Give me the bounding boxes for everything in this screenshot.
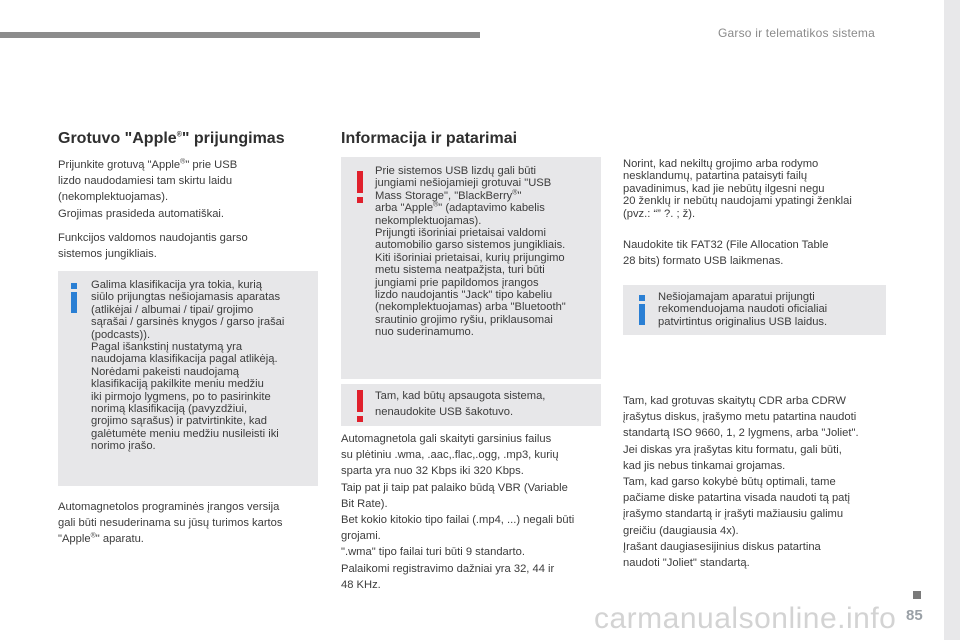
registered-mark: ® xyxy=(176,131,182,139)
text-line: naudoti "Joliet" standartą. xyxy=(623,557,750,570)
file-naming-paragraph xyxy=(623,158,923,220)
text-line: galėtumėte meniu medžiu nusileisti iki xyxy=(91,427,279,440)
text-line: Jei diskas yra įrašytas kitu formatu, gali būti, xyxy=(623,443,842,456)
info-box-classification xyxy=(58,271,318,486)
text-span: " xyxy=(517,189,522,202)
watermark: carmanualsonline.info xyxy=(594,602,897,635)
page-header-title: Garso ir telematikos sistema xyxy=(718,26,875,40)
info-icon xyxy=(67,283,81,313)
text-line: standartą ISO 9660, 1, 2 lygmens, arba "Joliet". xyxy=(623,427,859,440)
controls-paragraph xyxy=(58,230,328,262)
text-span: "Apple xyxy=(58,533,91,546)
text-line: greičiu (daugiausia 4x). xyxy=(623,524,739,537)
cd-recording-paragraph xyxy=(623,393,923,571)
registered-mark: ® xyxy=(90,532,96,540)
text-line: Bet kokio kitokio tipo failai (.mp4, ...) negali būti xyxy=(341,514,575,527)
text-line: iki pirmojo lygmens, po to pasirinkite xyxy=(91,390,271,403)
text-line: Tam, kad grotuvas skaitytų CDR arba CDRW xyxy=(623,395,846,407)
page-number: 85 xyxy=(906,607,923,624)
text-line: Norint, kad nekiltų grojimo arba rodymo xyxy=(623,158,819,170)
registered-mark: ® xyxy=(433,201,439,209)
text-line: (podcasts)). xyxy=(91,328,151,341)
text-line: pavadinimus, kad jie nebūtų ilgesni negu xyxy=(623,182,825,195)
title-text-end: " prijungimas xyxy=(181,130,285,147)
text-span: " (adaptavimo kabelis xyxy=(438,202,545,215)
text-line: norimą klasifikaciją (pavyzdžiui, xyxy=(91,403,248,416)
text-line: ".wma" tipo failai turi būti 9 standarto. xyxy=(341,546,525,559)
page-edge-strip xyxy=(944,0,960,640)
text-line: Galima klasifikacija yra tokia, kurią xyxy=(91,279,262,291)
text-line: Automagnetola gali skaityti garsinius failus xyxy=(341,433,552,445)
text-line: Taip pat ji taip pat palaiko būdą VBR (Variable xyxy=(341,481,568,494)
warning-icon xyxy=(353,390,367,424)
warning-box-usb-hub xyxy=(341,384,601,426)
text-line: sparta yra nuo 32 Kbps iki 320 Kbps. xyxy=(341,465,524,478)
text-line: su plėtiniu .wma, .aac,.flac,.ogg, .mp3, kurių xyxy=(341,449,559,462)
text-line: nuo suderinamumo. xyxy=(375,326,474,339)
text-line: Tam, kad būtų apsaugota sistema, xyxy=(375,390,546,402)
text-line: nesklandumų, patartina pataisyti failų xyxy=(623,170,808,183)
text-line: metu sistema neatpažįsta, turi būti xyxy=(375,264,545,277)
text-line: Įrašant daugiasesijinius diskus patartina xyxy=(623,540,821,553)
text-span: arba "Apple xyxy=(375,202,434,215)
text-line: įrašytus diskus, įrašymo metu patartina naudoti xyxy=(623,411,857,424)
text-line: lizdo naudodamiesi tam skirtu laidu xyxy=(58,175,233,188)
text-line: Kiti išoriniai prietaisai, kurių prijungimo xyxy=(375,251,565,264)
text-line xyxy=(58,531,328,547)
text-line: patvirtintus originalius USB laidus. xyxy=(658,315,828,328)
text-line xyxy=(58,157,328,173)
text-line: Funkcijos valdomos naudojantis garso xyxy=(58,232,248,244)
text-line: norimo įrašo. xyxy=(91,440,156,453)
text-line: nenaudokite USB šakotuvo. xyxy=(375,406,514,419)
text-line: grojami. xyxy=(341,530,381,543)
text-span: " aparatu. xyxy=(95,533,144,546)
text-line: pačiame diske patartina visada naudoti tą patį xyxy=(623,492,851,505)
text-line: sistemos jungikliais. xyxy=(58,248,157,261)
text-line: naudojama klasifikacija pagal atlikėją. xyxy=(91,353,278,366)
fat32-paragraph xyxy=(623,237,923,269)
text-line: įrašymo standartą ir įrašyti mažiausiu galimu xyxy=(623,508,844,521)
text-line: sąrašai / garsinės knygos / garso įrašai xyxy=(91,316,285,329)
text-line: automobilio garso sistemos jungikliais. xyxy=(375,239,566,252)
text-line: srautinio grojimo ryšiu, priklausomai xyxy=(375,313,553,326)
text-line: Nešiojamajam aparatui prijungti xyxy=(658,291,815,303)
text-line: Tam, kad garso kokybė būtų optimali, tame xyxy=(623,476,836,489)
text-line: Prijungti išoriniai prietaisai valdomi xyxy=(375,227,546,240)
section-title-apple xyxy=(58,130,285,148)
warning-box-usb-devices xyxy=(341,157,601,379)
text-line: Bit Rate). xyxy=(341,497,388,510)
text-line: klasifikaciją pakilkite meniu medžiu xyxy=(91,378,264,391)
info-box-usb-cables xyxy=(623,285,886,335)
text-line: Pagal išankstinį nustatymą yra xyxy=(91,341,243,354)
text-line xyxy=(375,202,599,214)
text-line: 20 ženklų ir nebūtų naudojami ypatingi ženklai xyxy=(623,195,852,208)
text-line: rekomenduojama naudoti oficialiai xyxy=(658,303,828,316)
text-line: jungiami nešiojamieji grotuvai "USB xyxy=(375,177,552,190)
text-line: (nekomplektuojamas) arba "Bluetooth" xyxy=(375,301,566,314)
section-title-info: Informacija ir patarimai xyxy=(341,130,518,147)
warning-icon xyxy=(353,171,367,205)
text-line: Prie sistemos USB lizdų gali būti xyxy=(375,165,537,177)
header-rule xyxy=(0,32,480,38)
text-line: grojimo sąrašus) ir patvirtinkite, kad xyxy=(91,415,267,428)
text-line: (atlikėjai / albumai / tipai/ grojimo xyxy=(91,303,254,316)
registered-mark: ® xyxy=(180,158,186,166)
text-span: Mass Storage", "BlackBerry xyxy=(375,189,513,202)
text-line: Palaikomi registravimo dažniai yra 32, 44 ir xyxy=(341,562,555,575)
compatibility-paragraph xyxy=(58,499,328,548)
page-marker-square xyxy=(913,591,921,599)
file-formats-paragraph xyxy=(341,431,611,593)
text-line: lizdo naudojantis "Jack" tipo kabeliu xyxy=(375,289,553,302)
text-line: Automagnetolos programinės įrangos versija xyxy=(58,501,280,513)
text-line: Naudokite tik FAT32 (File Allocation Table xyxy=(623,239,829,251)
text-line: siūlo prijungtas nešiojamasis aparatas xyxy=(91,291,281,304)
text-line: gali būti nesuderinama su jūsų turimos kartos xyxy=(58,517,283,530)
text-line: kad jis nebus tinkamai grojamas. xyxy=(623,459,786,472)
text-line: nekomplektuojamas). xyxy=(375,214,482,227)
text-line: 48 KHz. xyxy=(341,578,381,591)
text-line: (nekomplektuojamas). xyxy=(58,191,169,204)
text-line: jungiami prie papildomos įrangos xyxy=(375,276,539,289)
text-line: (pvz.: “” ?. ; ž). xyxy=(623,207,696,220)
text-span: " prie USB xyxy=(185,159,238,171)
registered-mark: ® xyxy=(512,189,518,197)
apple-connect-paragraph xyxy=(58,157,328,222)
text-line xyxy=(375,190,599,202)
text-line: 28 bits) formato USB laikmenas. xyxy=(623,255,784,268)
text-line: Grojimas prasideda automatiškai. xyxy=(58,207,225,220)
text-span: Prijunkite grotuvą "Apple xyxy=(58,159,181,171)
text-line: Norėdami pakeisti naudojamą xyxy=(91,365,240,378)
info-icon xyxy=(635,295,649,325)
title-text: Grotuvo "Apple xyxy=(58,130,177,147)
